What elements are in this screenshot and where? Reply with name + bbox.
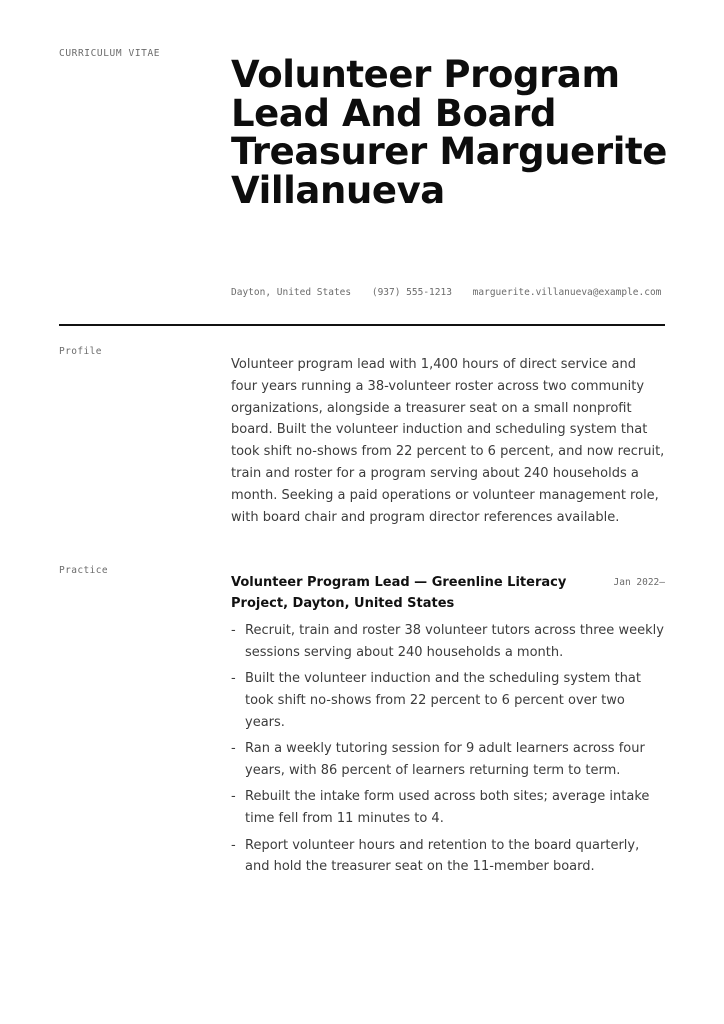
job-bullet-list bbox=[231, 620, 665, 883]
contact-line bbox=[231, 287, 671, 298]
bullet-dash: - bbox=[231, 671, 236, 687]
list-item bbox=[231, 738, 665, 782]
bullet-dash: - bbox=[231, 623, 236, 638]
list-item bbox=[231, 835, 665, 879]
job-date: Jan 2022– bbox=[613, 577, 665, 588]
bullet-text: Report volunteer hours and retention to the board quarterly, and hold the treasurer seat on the 11-member board. bbox=[245, 837, 640, 875]
profile-summary: Volunteer program lead with 1,400 hours of direct service and four years running a 38-volunteer roster across two community organizations, alongside a treasurer seat on a small nonprofit board. Built the volunteer induction and scheduling system that took shift no-shows from 22 percent to 6 percent, and now recruit, train and roster for a program serving about 240 households a month. Seeking a paid operations or volunteer management role, with board chair and program director references available. bbox=[231, 357, 665, 525]
contact-phone: (937) 555-1213 bbox=[371, 287, 452, 298]
profile-section-label: Profile bbox=[59, 346, 102, 357]
bullet-text: Ran a weekly tutoring session for 9 adult learners across four years, with 86 percent of learners returning term to term. bbox=[245, 741, 645, 778]
bullet-dash: - bbox=[231, 789, 236, 805]
contact-email[interactable]: marguerite.villanueva@example.com bbox=[472, 287, 662, 298]
list-item bbox=[231, 786, 665, 830]
list-item bbox=[231, 620, 665, 664]
bullet-text: Rebuilt the intake form used across both sites; average intake time fell from 11 minutes to 4. bbox=[245, 789, 650, 827]
candidate-name-heading: Volunteer Program Lead And Board Treasurer Marguerite Villanueva bbox=[231, 53, 667, 212]
list-item bbox=[231, 668, 665, 733]
contact-location: Dayton, United States bbox=[231, 287, 352, 298]
bullet-dash: - bbox=[231, 741, 236, 757]
job-entry-header bbox=[231, 573, 665, 614]
document-eyebrow: CURRICULUM VITAE bbox=[59, 48, 161, 59]
header-divider bbox=[59, 324, 665, 326]
bullet-dash: - bbox=[231, 837, 236, 853]
job-title: Volunteer Program Lead — Greenline Literacy Project, Dayton, United States bbox=[231, 575, 567, 611]
bullet-text: Built the volunteer induction and the scheduling system that took shift no-shows from 22 percent to 6 percent over two years. bbox=[245, 671, 641, 730]
bullet-text: Recruit, train and roster 38 volunteer tutors across three weekly sessions serving about 240 households a month. bbox=[245, 623, 664, 660]
practice-section-label: Practice bbox=[59, 565, 108, 576]
